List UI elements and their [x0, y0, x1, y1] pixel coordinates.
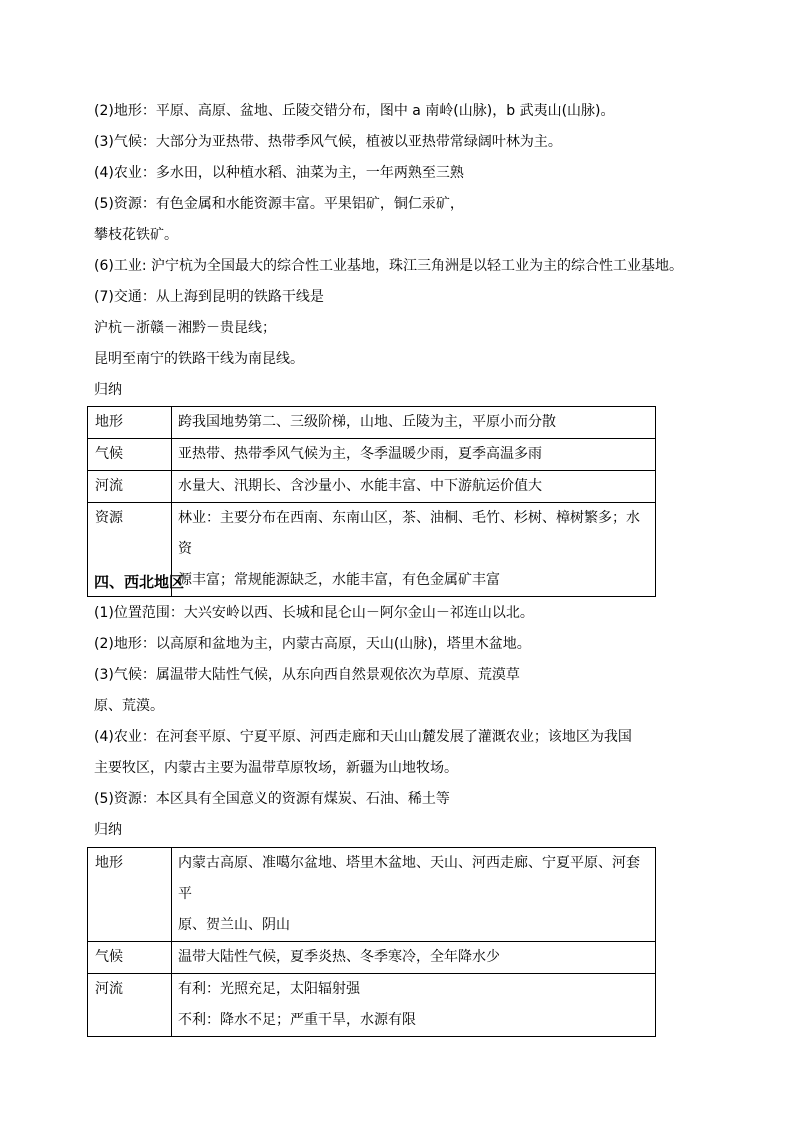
row-value-line: 林业：主要分布在西南、东南山区，茶、油桐、毛竹、杉树、樟树繁多；水资: [178, 510, 640, 557]
text-line: (2)地形：以高原和盆地为主，内蒙古高原，天山(山脉)，塔里木盆地。: [94, 636, 531, 652]
section-heading: 四、西北地区: [94, 573, 185, 591]
row-value-line: 不利：降水不足；严重干旱，水源有限: [178, 1012, 416, 1028]
row-key: 气候: [88, 439, 172, 471]
text-line: (4)农业：多水田，以种植水稻、油菜为主，一年两熟至三熟: [94, 165, 464, 181]
summary-table-northwest: [87, 847, 656, 1037]
summary-label: 归纳: [94, 822, 122, 838]
table-row: [88, 848, 656, 942]
row-value-line: 原、贺兰山、阴山: [178, 917, 290, 933]
text-line: 攀枝花铁矿。: [94, 227, 178, 243]
text-line: (2)地形：平原、高原、盆地、丘陵交错分布，图中 a 南岭(山脉)，b 武夷山(山脉)。: [94, 103, 615, 119]
row-key: 气候: [88, 942, 172, 974]
text-line: (3)气候：大部分为亚热带、热带季风气候，植被以亚热带常绿阔叶林为主。: [94, 134, 562, 150]
text-line: 昆明至南宁的铁路干线为南昆线。: [94, 351, 304, 367]
summary-table-south: [87, 406, 656, 597]
row-value: [172, 471, 656, 503]
text-line: (7)交通：从上海到昆明的铁路干线是: [94, 289, 324, 305]
row-value-line: 亚热带、热带季风气候为主，冬季温暖少雨，夏季高温多雨: [178, 446, 542, 462]
row-value: [172, 848, 656, 942]
row-key: 地形: [88, 848, 172, 942]
text-line: (3)气候：属温带大陆性气候，从东向西自然景观依次为草原、荒漠草: [94, 667, 520, 683]
row-value-line: 温带大陆性气候，夏季炎热、冬季寒冷，全年降水少: [178, 949, 500, 965]
table-row: [88, 471, 656, 503]
row-value-line: 水量大、汛期长、含沙量小、水能丰富、中下游航运价值大: [178, 478, 542, 494]
row-key: 资源: [88, 503, 172, 597]
row-key: 地形: [88, 407, 172, 439]
text-line: 主要牧区，内蒙古主要为温带草原牧场，新疆为山地牧场。: [94, 760, 458, 776]
row-value: [172, 407, 656, 439]
row-value-line: 源丰富；常规能源缺乏，水能丰富，有色金属矿丰富: [178, 572, 500, 588]
text-line: (5)资源：本区具有全国意义的资源有煤炭、石油、稀土等: [94, 791, 450, 807]
text-line: (5)资源：有色金属和水能资源丰富。平果铝矿，铜仁汞矿，: [94, 196, 464, 212]
table-row: [88, 439, 656, 471]
summary-label: 归纳: [94, 382, 122, 398]
row-value-line: 内蒙古高原、准噶尔盆地、塔里木盆地、天山、河西走廊、宁夏平原、河套平: [178, 855, 640, 902]
row-key: 河流: [88, 471, 172, 503]
row-value-line: 有利：光照充足，太阳辐射强: [178, 981, 360, 997]
text-line: 沪杭－浙赣－湘黔－贵昆线；: [94, 320, 276, 336]
table-row: [88, 942, 656, 974]
text-line: (1)位置范围：大兴安岭以西、长城和昆仑山－阿尔金山－祁连山以北。: [94, 605, 534, 621]
text-line: (6)工业: 沪宁杭为全国最大的综合性工业基地，珠江三角洲是以轻工业为主的综合性工业基地。: [94, 258, 683, 274]
text-line: (4)农业：在河套平原、宁夏平原、河西走廊和天山山麓发展了灌溉农业；该地区为我国: [94, 729, 632, 745]
row-value: [172, 439, 656, 471]
text-line: 原、荒漠。: [94, 698, 164, 714]
table-row: [88, 974, 656, 1037]
row-key: 河流: [88, 974, 172, 1037]
row-value: [172, 942, 656, 974]
row-value: [172, 974, 656, 1037]
table-row: [88, 407, 656, 439]
row-value: [172, 503, 656, 597]
row-value-line: 跨我国地势第二、三级阶梯，山地、丘陵为主，平原小而分散: [178, 414, 556, 430]
